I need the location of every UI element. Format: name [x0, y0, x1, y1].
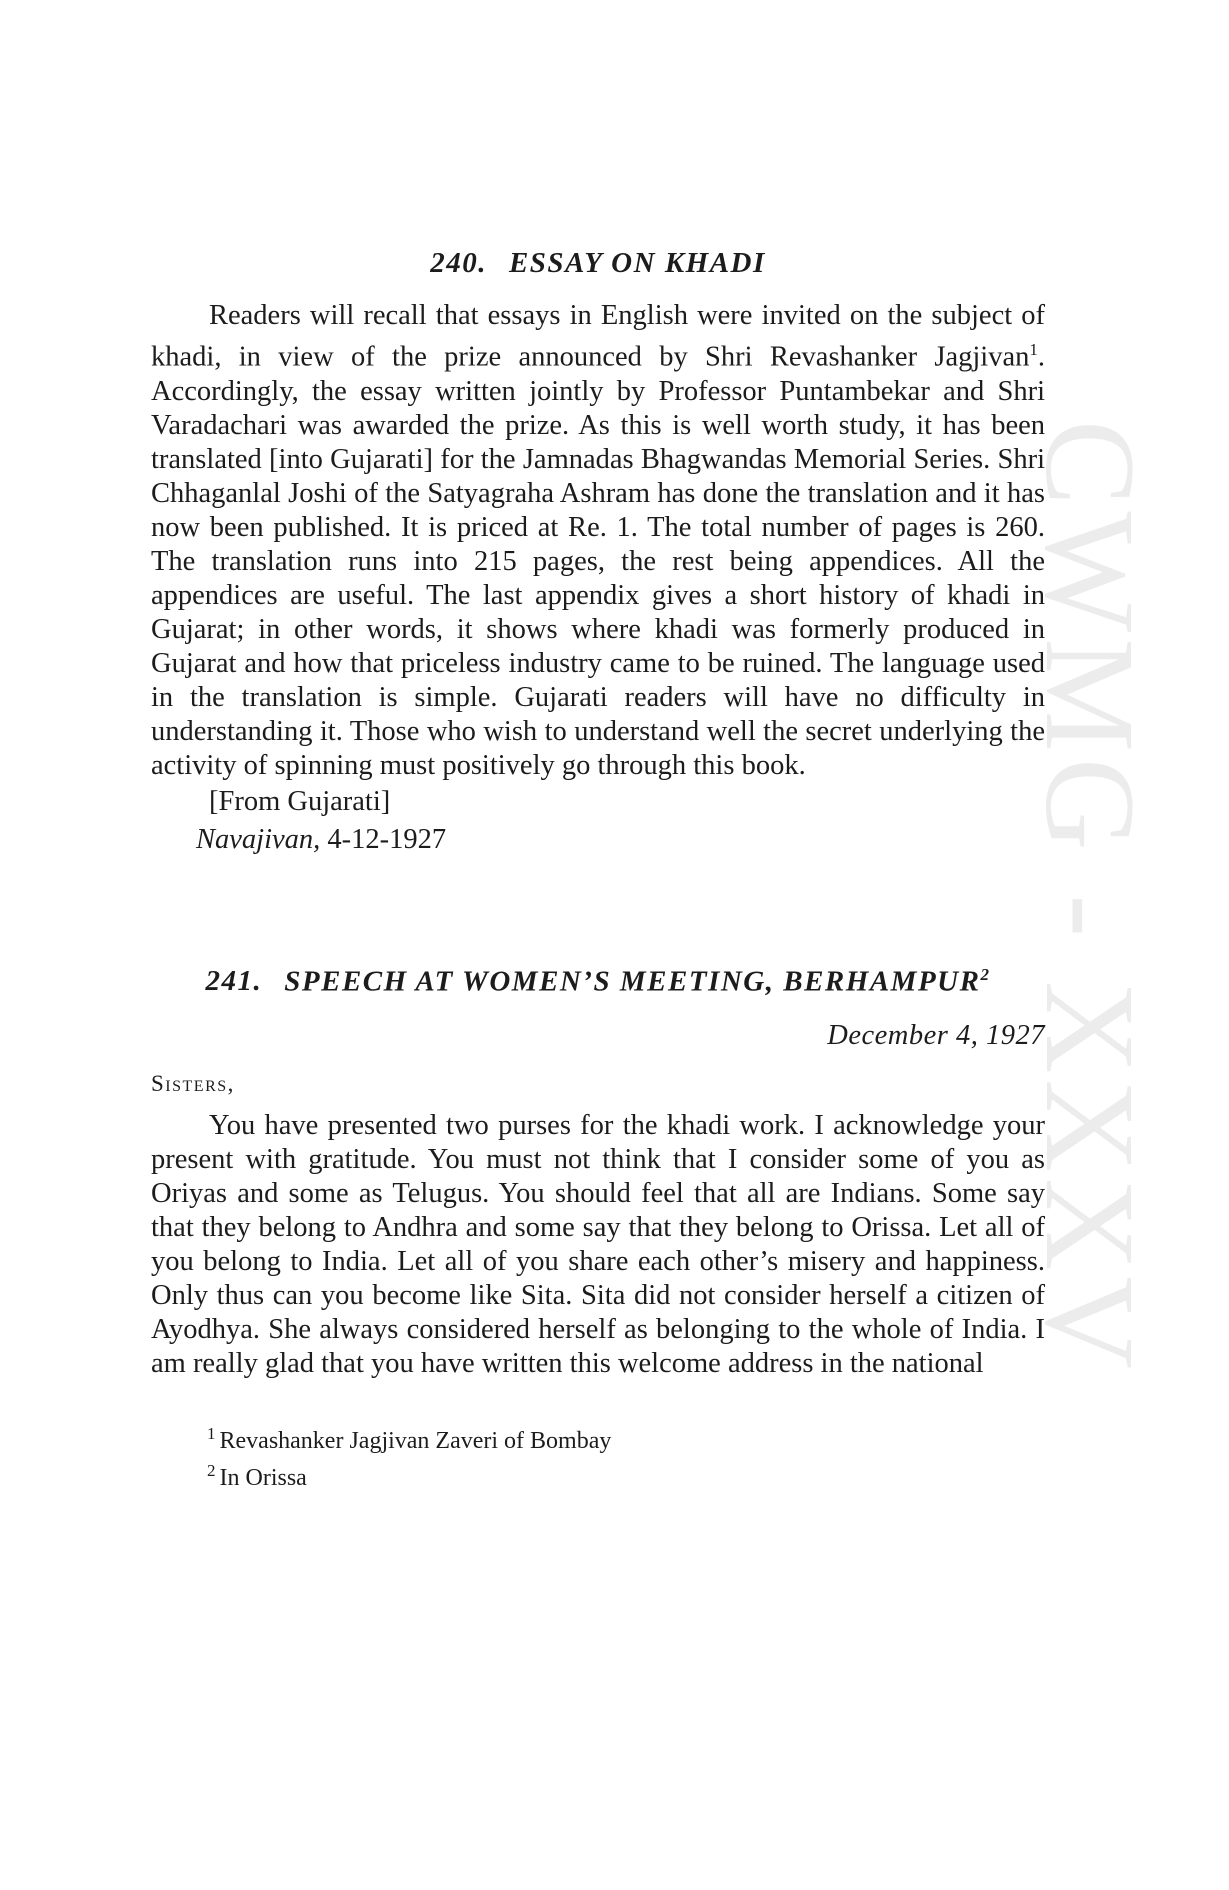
source-date: 4-12-1927: [327, 823, 447, 855]
footnote-ref-1: 1: [1029, 340, 1038, 359]
section-240-body: Readers will recall that essays in English were invited on the subject of khadi, in view of the prize announced by Shri Revashanker Jagjivan$^1$. Accordingly, the essay written jointly by Professor Puntambekar and Shri Varadachari was awarded the prize. As this is well worth study, it has been translated [into Gujarati] for the Jamnadas Bhagwandas Memorial Series. Shri Chhaganlal Joshi of the Satyagraha Ashram has done the translation and it has now been published. It is priced at Re. 1. The total number of pages is 260. The translation runs into 215 pages, the rest being appendices. All the appendices are useful. The last appendix gives a short history of khadi in Gujarat; in other words, it shows where khadi was formerly produced in Gujarat and how that priceless industry came to be ruined. The language used in the translation is simple. Gujarati readers will have no difficulty in understanding it. Those who wish to understand well the secret underlying the activity of spinning must positively go through this book.: [151, 300, 1045, 781]
speech-date: December 4, 1927: [827, 1020, 1045, 1052]
section-number: 240.: [430, 247, 487, 279]
footnotes: [151, 1419, 1045, 1493]
section-241-heading: [151, 957, 1045, 1000]
section-240-heading: [151, 245, 1045, 281]
salutation: Sisters,: [151, 1071, 235, 1097]
source-paper: Navajivan,: [196, 823, 321, 855]
page-content: [151, 245, 1045, 1493]
section-241-body: You have presented two purses for the khadi work. I acknowledge your present with gratitude. You must not think that I consider some of you as Oriyas and some as Telugus. You should feel that all are Indians. Some say that they belong to Andhra and some say that they belong to Orissa. Let all of you belong to India. Let all of you share each other’s misery and happiness. Only thus can you become like Sita. Sita did not consider herself a citizen of Ayodhya. She always considered herself as belonging to the whole of India. I am really glad that you have written this welcome address in the national: [151, 1110, 1045, 1380]
section-title: SPEECH AT WOMEN’S MEETING, BERHAMPUR: [284, 965, 981, 998]
source-note: [From Gujarati]: [209, 785, 391, 817]
footnote-1: $^1$ Revashanker Jagjivan Zaveri of Bombay: [207, 1424, 612, 1455]
footnote-2: $^2$ In Orissa: [207, 1461, 307, 1492]
watermark: CWMG - XXXV: [1019, 420, 1161, 1375]
footnote-ref-2: 2: [980, 964, 991, 984]
section-number: 241.: [205, 965, 263, 998]
source-citation: [151, 823, 1045, 857]
section-title: ESSAY ON KHADI: [508, 247, 766, 279]
